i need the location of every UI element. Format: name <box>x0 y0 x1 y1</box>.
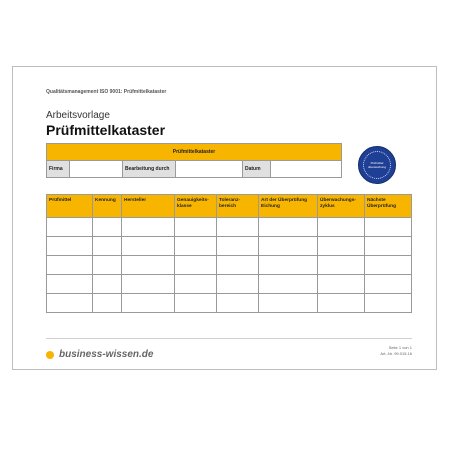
brand-name: business-wissen.de <box>59 349 154 360</box>
table-cell[interactable] <box>93 218 122 237</box>
table-cell[interactable] <box>47 237 93 256</box>
table-body <box>47 218 412 313</box>
table-cell[interactable] <box>47 256 93 275</box>
table-cell[interactable] <box>93 256 122 275</box>
column-header: Toleranz- bereich <box>217 195 259 218</box>
table-cell[interactable] <box>122 294 175 313</box>
table-row <box>47 237 412 256</box>
table-cell[interactable] <box>47 218 93 237</box>
document-title: Prüfmittelkataster <box>46 122 166 138</box>
table-cell[interactable] <box>122 237 175 256</box>
table-cell[interactable] <box>93 237 122 256</box>
table-cell[interactable] <box>175 256 217 275</box>
table-header-row <box>47 195 412 218</box>
table-cell[interactable] <box>217 294 259 313</box>
firma-field[interactable] <box>70 161 123 178</box>
column-header: Hersteller <box>122 195 175 218</box>
footer-divider <box>46 338 412 339</box>
table-cell[interactable] <box>217 237 259 256</box>
table-cell[interactable] <box>93 275 122 294</box>
table-cell[interactable] <box>217 275 259 294</box>
table-cell[interactable] <box>318 237 365 256</box>
seal-line2: überwachung <box>367 165 386 169</box>
table-row <box>47 294 412 313</box>
table-row <box>47 256 412 275</box>
table-cell[interactable] <box>217 218 259 237</box>
table-cell[interactable] <box>318 294 365 313</box>
bearbeitung-field[interactable] <box>176 161 243 178</box>
table-cell[interactable] <box>122 256 175 275</box>
table-cell[interactable] <box>365 294 412 313</box>
firma-label: Firma <box>47 161 70 178</box>
table-cell[interactable] <box>175 218 217 237</box>
table-cell[interactable] <box>217 256 259 275</box>
bearbeitung-label: Bearbeitung durch <box>123 161 176 178</box>
column-header: Art der Überprüfung Eichung <box>259 195 318 218</box>
table-row <box>47 218 412 237</box>
table-cell[interactable] <box>318 218 365 237</box>
page-number: Seite 1 von 1 <box>388 345 412 350</box>
table-cell[interactable] <box>47 275 93 294</box>
table-cell[interactable] <box>365 237 412 256</box>
table-cell[interactable] <box>365 218 412 237</box>
table-cell[interactable] <box>365 275 412 294</box>
inspection-seal-icon <box>358 146 396 184</box>
table-cell[interactable] <box>259 237 318 256</box>
column-header: Nächste Überprüfung <box>365 195 412 218</box>
datum-field[interactable] <box>271 161 342 178</box>
seal-line1: Prüfmittel <box>370 161 384 165</box>
table-cell[interactable] <box>259 294 318 313</box>
datum-label: Datum <box>243 161 271 178</box>
table-cell[interactable] <box>318 275 365 294</box>
article-number: Art.-Nr. 99.015.16 <box>380 351 412 356</box>
table-cell[interactable] <box>122 275 175 294</box>
column-header: Überwachungs- zyklus <box>318 195 365 218</box>
table-cell[interactable] <box>259 218 318 237</box>
table-cell[interactable] <box>175 237 217 256</box>
info-table <box>46 143 342 178</box>
table-cell[interactable] <box>365 256 412 275</box>
document-subtitle: Arbeitsvorlage <box>46 110 110 121</box>
table-cell[interactable] <box>47 294 93 313</box>
table-cell[interactable] <box>259 275 318 294</box>
table-cell[interactable] <box>122 218 175 237</box>
table-cell[interactable] <box>175 294 217 313</box>
column-header: Prüfmittel <box>47 195 93 218</box>
table-cell[interactable] <box>259 256 318 275</box>
column-header: Genauigkeits- klasse <box>175 195 217 218</box>
inventory-table <box>46 194 412 313</box>
table-cell[interactable] <box>175 275 217 294</box>
table-cell[interactable] <box>318 256 365 275</box>
info-banner: Prüfmittelkataster <box>47 144 342 161</box>
table-cell[interactable] <box>93 294 122 313</box>
header-line: Qualitätsmanagement ISO 9001: Prüfmittelkataster <box>46 89 167 95</box>
brand-logo <box>46 349 153 360</box>
table-row <box>47 275 412 294</box>
column-header: Kennung <box>93 195 122 218</box>
footer-info <box>380 345 412 357</box>
brand-dot-icon <box>46 351 54 359</box>
